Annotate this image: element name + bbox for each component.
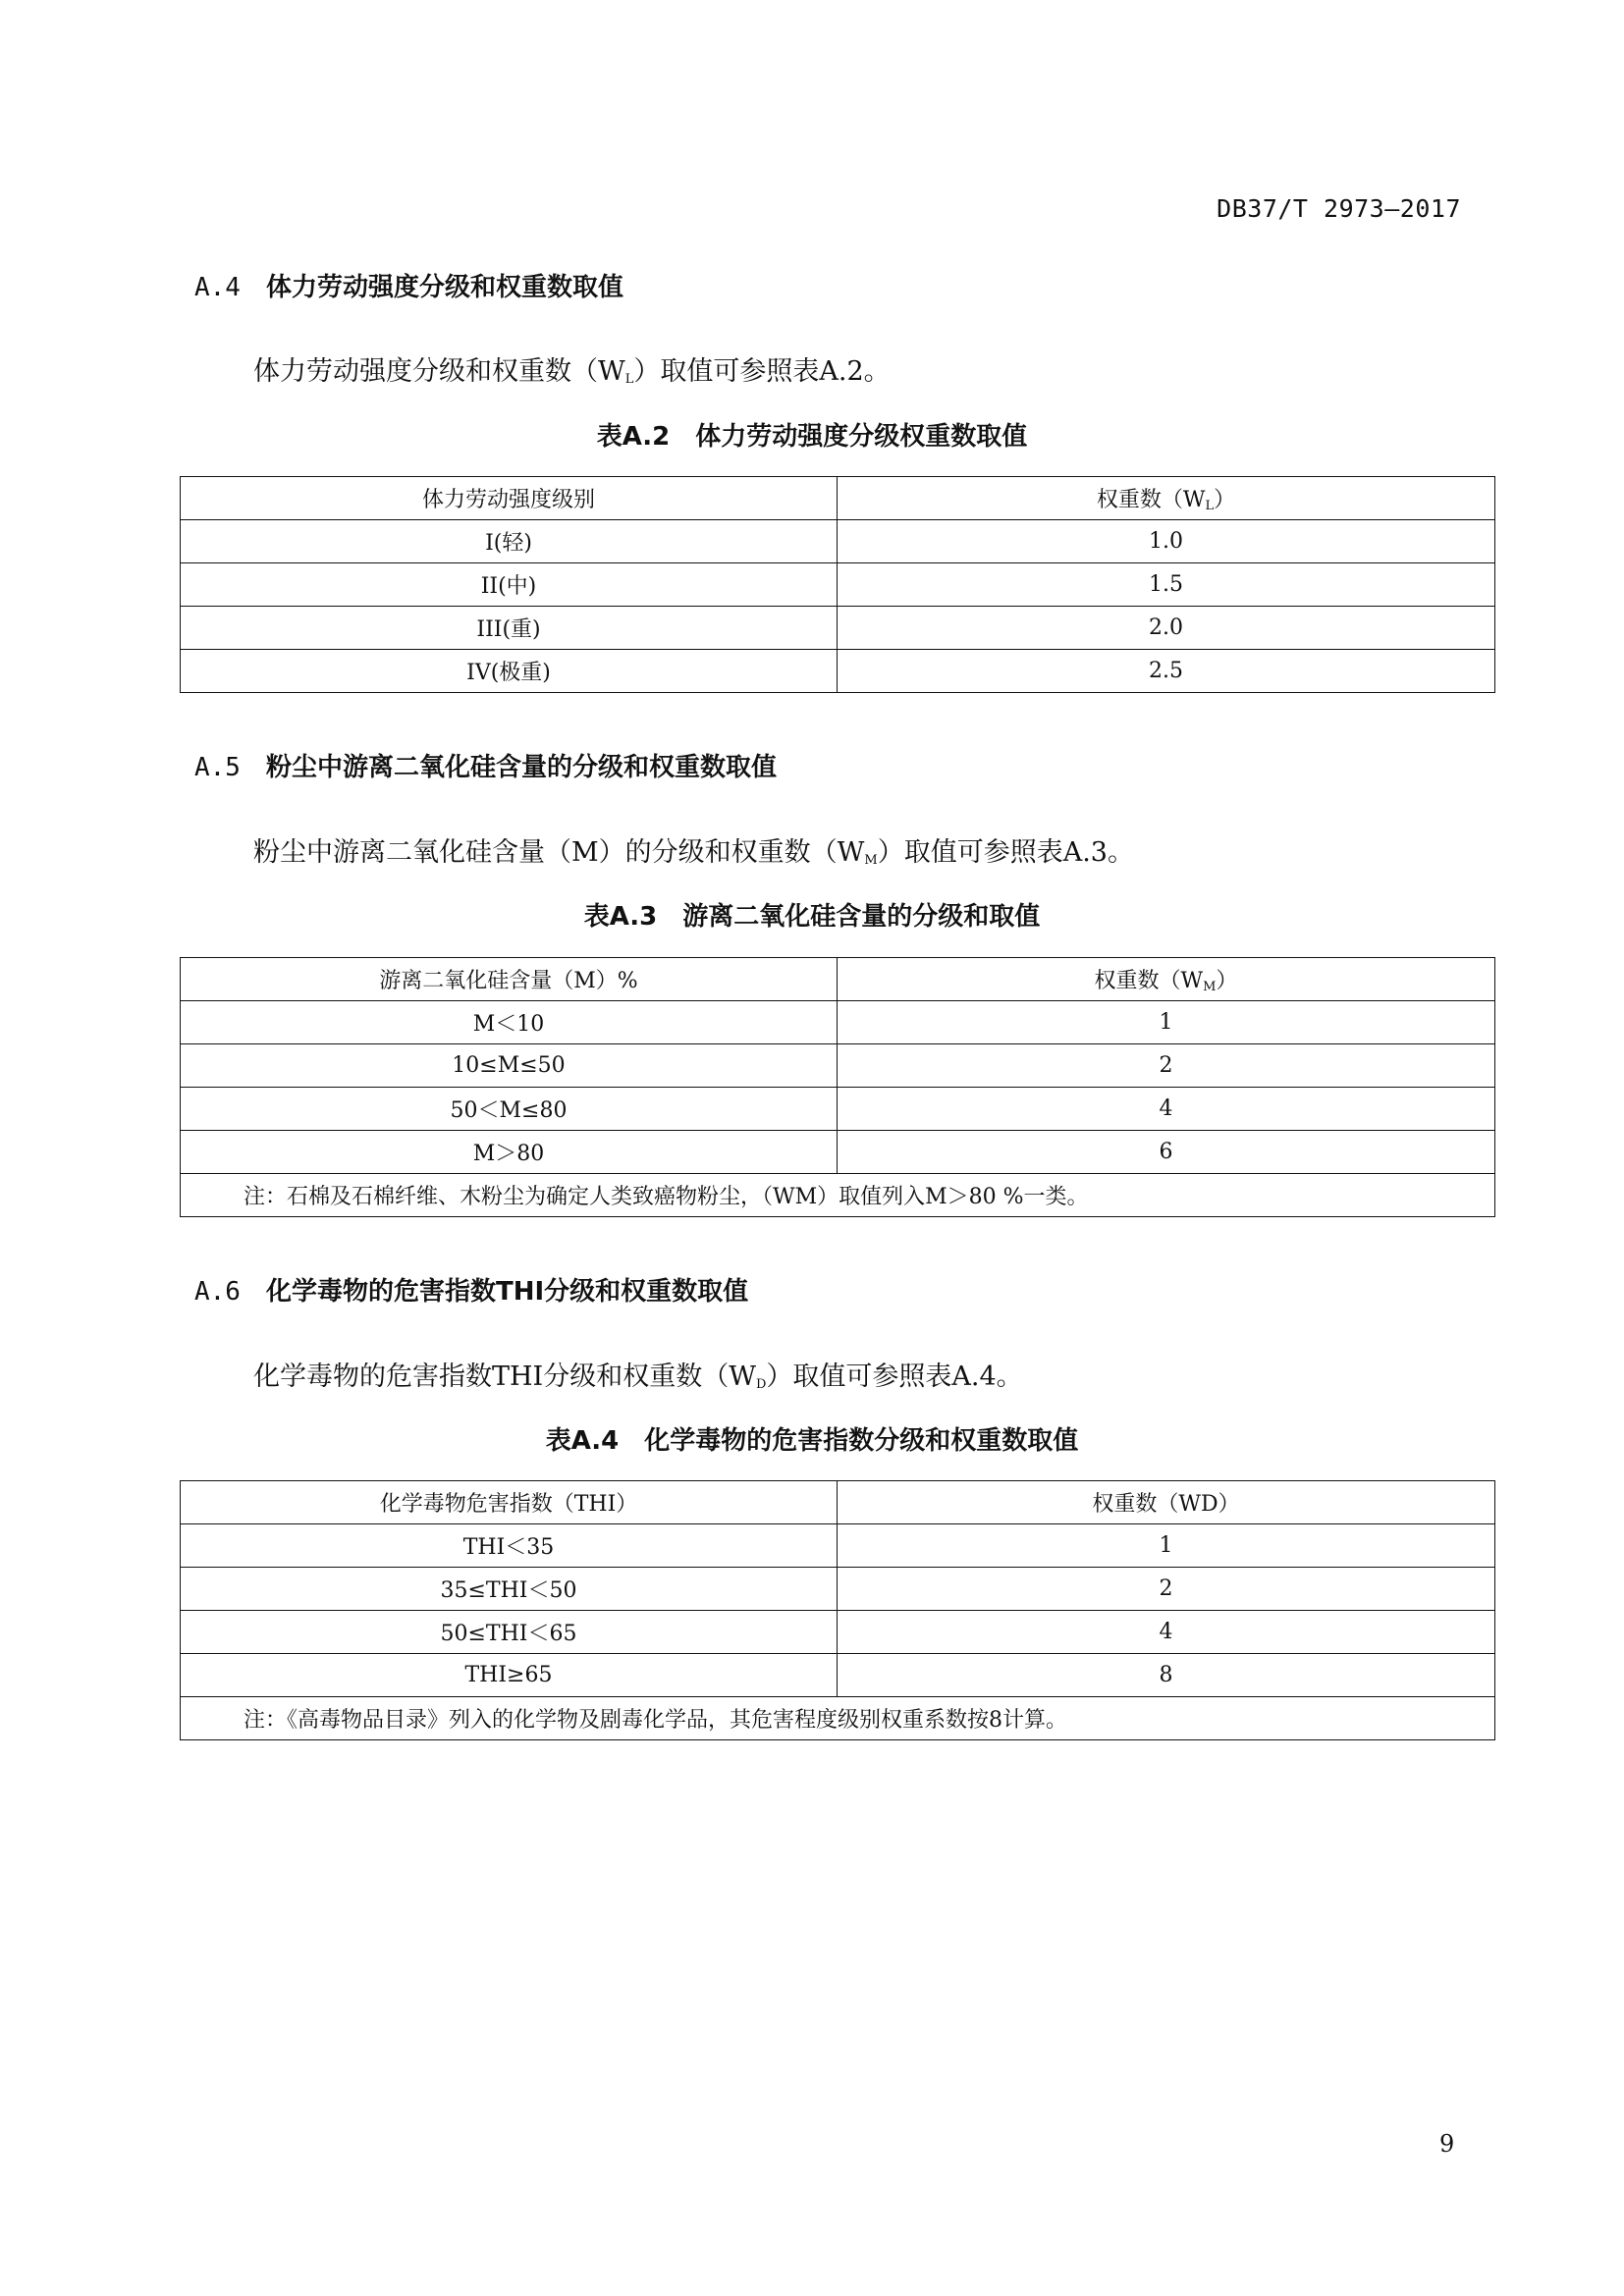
table-row xyxy=(181,520,1495,563)
table-row xyxy=(181,607,1495,650)
section-heading-a4 xyxy=(194,267,623,303)
table-row xyxy=(181,1524,1495,1568)
table-cell: 50＜M≤80 xyxy=(181,1088,838,1131)
table-header-row xyxy=(181,477,1495,520)
header-text: 权重数（W xyxy=(1096,488,1206,512)
table-cell: M＜10 xyxy=(181,1001,838,1044)
header-text: ） xyxy=(1216,969,1238,993)
paragraph-text: 粉尘中游离二氧化硅含量（M）的分级和权重数（W xyxy=(253,837,865,868)
table-cell: 6 xyxy=(838,1131,1495,1174)
header-cell: 体力劳动强度级别 xyxy=(181,477,838,520)
table-cell: 8 xyxy=(838,1654,1495,1697)
table-row xyxy=(181,1568,1495,1611)
table-cell: THI＜35 xyxy=(181,1524,838,1568)
paragraph-text: ）取值可参照表A.3。 xyxy=(877,837,1134,868)
section-paragraph-a4 xyxy=(253,349,891,388)
table-note: 注：《高毒物品目录》列入的化学物及剧毒化学品，其危害程度级别权重系数按8计算。 xyxy=(181,1697,1495,1740)
table-row xyxy=(181,1654,1495,1697)
table-row xyxy=(181,1044,1495,1088)
subscript: L xyxy=(624,372,634,387)
table-row xyxy=(181,563,1495,607)
table-cell: IV(极重) xyxy=(181,650,838,693)
page-number: 9 xyxy=(1439,2130,1455,2158)
header-text: ） xyxy=(1214,488,1236,512)
table-caption-a3: 表A.3 游离二氧化硅含量的分级和取值 xyxy=(583,902,1041,932)
section-title: 体力劳动强度分级和权重数取值 xyxy=(265,273,623,302)
table-cell: 4 xyxy=(838,1611,1495,1654)
table-row xyxy=(181,1001,1495,1044)
section-paragraph-a5 xyxy=(253,830,1134,869)
table-cell: 4 xyxy=(838,1088,1495,1131)
section-heading-a5 xyxy=(194,747,777,783)
table-cell: 1.5 xyxy=(838,563,1495,607)
table-a3 xyxy=(180,957,1495,1217)
header-text: 权重数（W xyxy=(1094,969,1204,993)
section-paragraph-a6 xyxy=(253,1355,1023,1393)
section-number: A.4 xyxy=(194,273,241,302)
table-a4 xyxy=(180,1480,1495,1740)
document-code: DB37/T 2973—2017 xyxy=(1217,194,1461,223)
section-number: A.5 xyxy=(194,753,241,782)
table-cell: 35≤THI＜50 xyxy=(181,1568,838,1611)
table-cell: II(中) xyxy=(181,563,838,607)
table-row xyxy=(181,650,1495,693)
header-cell: 游离二氧化硅含量（M）% xyxy=(181,958,838,1001)
table-cell: 1 xyxy=(838,1001,1495,1044)
section-title: 粉尘中游离二氧化硅含量的分级和权重数取值 xyxy=(265,753,777,782)
table-cell: I(轻) xyxy=(181,520,838,563)
table-cell: M＞80 xyxy=(181,1131,838,1174)
table-note-row xyxy=(181,1697,1495,1740)
subscript: L xyxy=(1205,499,1215,513)
table-a2 xyxy=(180,476,1495,693)
table-header-row xyxy=(181,1481,1495,1524)
table-cell: 1.0 xyxy=(838,520,1495,563)
table-cell: THI≥65 xyxy=(181,1654,838,1697)
header-cell: 权重数（WD） xyxy=(838,1481,1495,1524)
table-header-row xyxy=(181,958,1495,1001)
table-cell: 1 xyxy=(838,1524,1495,1568)
table-note-row xyxy=(181,1174,1495,1217)
table-row xyxy=(181,1131,1495,1174)
table-caption-a2: 表A.2 体力劳动强度分级权重数取值 xyxy=(596,422,1028,452)
subscript: M xyxy=(864,853,878,868)
table-cell: III(重) xyxy=(181,607,838,650)
table-cell: 2 xyxy=(838,1568,1495,1611)
paragraph-text: 化学毒物的危害指数THI分级和权重数（W xyxy=(253,1362,756,1392)
paragraph-text: 体力劳动强度分级和权重数（W xyxy=(253,356,625,387)
header-cell xyxy=(838,958,1495,1001)
header-cell: 化学毒物危害指数（THI） xyxy=(181,1481,838,1524)
section-heading-a6 xyxy=(194,1271,748,1308)
table-row xyxy=(181,1088,1495,1131)
table-row xyxy=(181,1611,1495,1654)
header-cell xyxy=(838,477,1495,520)
paragraph-text: ）取值可参照表A.4。 xyxy=(766,1362,1023,1392)
table-cell: 50≤THI＜65 xyxy=(181,1611,838,1654)
subscript: D xyxy=(755,1377,767,1392)
subscript: M xyxy=(1203,980,1217,994)
table-cell: 2 xyxy=(838,1044,1495,1088)
table-cell: 2.0 xyxy=(838,607,1495,650)
table-cell: 10≤M≤50 xyxy=(181,1044,838,1088)
table-caption-a4: 表A.4 化学毒物的危害指数分级和权重数取值 xyxy=(545,1426,1079,1456)
table-cell: 2.5 xyxy=(838,650,1495,693)
table-note: 注：石棉及石棉纤维、木粉尘为确定人类致癌物粉尘，（WM）取值列入M＞80 %一类。 xyxy=(181,1174,1495,1217)
section-number: A.6 xyxy=(194,1277,241,1307)
paragraph-text: ）取值可参照表A.2。 xyxy=(633,356,891,387)
section-title: 化学毒物的危害指数THI分级和权重数取值 xyxy=(265,1277,749,1307)
